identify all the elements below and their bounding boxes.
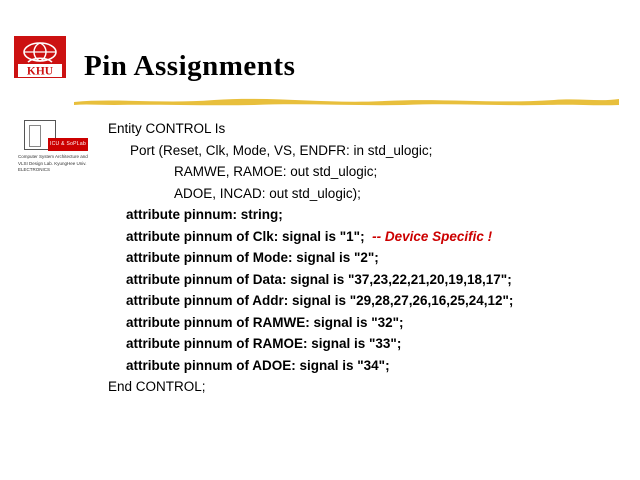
code-line: [108, 204, 628, 226]
code-comment: -- Device Specific !: [364, 228, 493, 244]
code-line-text: Port (Reset, Clk, Mode, VS, ENDFR: in std_ulogic;: [130, 142, 433, 158]
code-line: [108, 290, 628, 312]
title-underline: [74, 96, 619, 106]
code-line-text: attribute pinnum of RAMOE: signal is "33";: [126, 336, 402, 351]
institute-mark: [18, 120, 92, 182]
code-line: [108, 376, 628, 398]
page-title: Pin Assignments: [84, 50, 296, 82]
code-line-text: End CONTROL;: [108, 379, 206, 394]
code-line: [108, 183, 628, 205]
code-block: [108, 118, 628, 398]
svg-text:KHU: KHU: [26, 65, 54, 78]
code-line: [108, 312, 628, 334]
code-line-text: attribute pinnum of Mode: signal is "2";: [126, 250, 379, 265]
code-line: [108, 247, 628, 269]
code-line: [108, 161, 628, 183]
institute-mark-badge-label: ICU & SoPLab: [49, 141, 87, 147]
code-line-text: attribute pinnum of ADOE: signal is "34";: [126, 357, 390, 373]
institute-mark-caption: Computer System Architecture and VLSI Design Lab. KyungHee Univ. ELECTRONICS: [18, 154, 88, 172]
khu-logo-icon: [14, 36, 70, 82]
code-line-text: attribute pinnum: string;: [126, 207, 283, 222]
code-line-text: attribute pinnum of RAMWE: signal is "32";: [126, 314, 404, 330]
code-line: [108, 118, 628, 140]
code-line: [108, 140, 628, 162]
code-line: [108, 355, 628, 377]
institute-mark-badge: [48, 138, 88, 151]
code-line: [108, 269, 628, 291]
code-line: [108, 333, 628, 355]
code-line-text: Entity CONTROL Is: [108, 121, 226, 136]
code-line-text: RAMWE, RAMOE: out std_ulogic;: [174, 164, 378, 179]
code-line-text: attribute pinnum of Addr: signal is "29,28,27,26,16,25,24,12";: [126, 293, 514, 308]
code-line-text: attribute pinnum of Clk: signal is "1";: [126, 228, 365, 244]
code-line-text: ADOE, INCAD: out std_ulogic);: [174, 185, 361, 201]
code-line-text: attribute pinnum of Data: signal is "37,23,22,21,20,19,18,17";: [126, 271, 512, 287]
code-line: [108, 226, 628, 248]
